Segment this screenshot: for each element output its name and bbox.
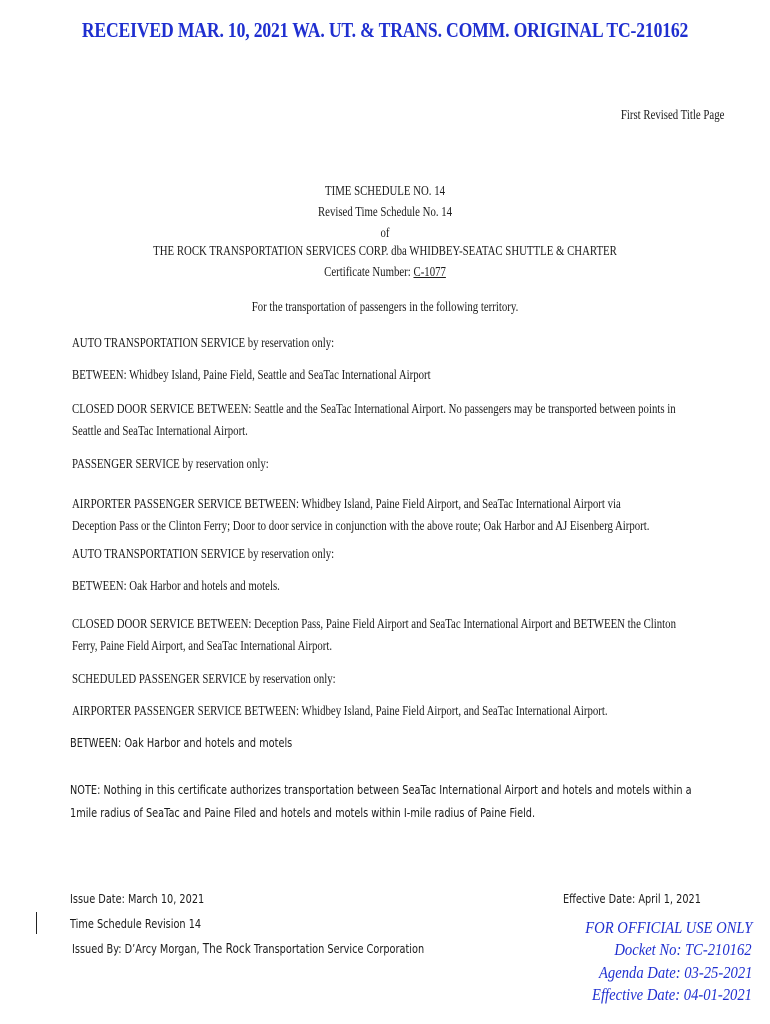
of-line: [0, 225, 770, 241]
passenger-service: PASSENGER SERVICE by reservation only:: [72, 456, 269, 471]
auto-service-2: AUTO TRANSPORTATION SERVICE by reservation only:: [72, 546, 335, 561]
airporter-1-line-1: AIRPORTER PASSENGER SERVICE BETWEEN: Whidbey Island, Paine Field Airport, and SeaTac International Airport via: [72, 496, 621, 511]
between-2: BETWEEN: Oak Harbor and hotels and motels.: [72, 578, 280, 593]
schedule-heading: [0, 183, 770, 199]
airporter-1-line-2: Deception Pass or the Clinton Ferry; Door to door service in conjunction with the above route; Oak Harbor and AJ Eisenberg Airport.: [72, 518, 650, 533]
official-agenda-date: Agenda Date: 03-25-2021: [598, 963, 752, 982]
between-1: BETWEEN: Whidbey Island, Paine Field, Seattle and SeaTac International Airport: [72, 367, 431, 382]
revision-margin-bar: [36, 912, 37, 934]
territory-line: [0, 299, 770, 315]
auto-service-1: AUTO TRANSPORTATION SERVICE by reservation only:: [72, 335, 335, 350]
company-name: THE ROCK TRANSPORTATION SERVICES CORP. dba WHIDBEY-SEATAC SHUTTLE & CHARTER: [153, 243, 617, 258]
airporter-2: AIRPORTER PASSENGER SERVICE BETWEEN: Whidbey Island, Paine Field Airport, and SeaTac International Airport.: [72, 703, 608, 718]
between-3: BETWEEN: Oak Harbor and hotels and motels: [70, 735, 293, 750]
closed-door-2: CLOSED DOOR SERVICE BETWEEN: Deception Pass, Paine Field Airport and SeaTac International Airport and BETWEEN the Clinton Ferry, Paine Field Airport, and SeaTac International Airport.: [72, 616, 676, 653]
schedule-number: TIME SCHEDULE NO. 14: [325, 183, 445, 198]
certificate-label: Certificate Number:: [324, 264, 414, 279]
issued-by-prefix: Issued By: D’Arcy Morgan,: [72, 941, 203, 956]
issued-by: [72, 941, 424, 957]
revised-schedule-line: [0, 204, 770, 220]
schedule-revision: Time Schedule Revision 14: [70, 916, 202, 931]
certificate-number: C-1077: [413, 264, 446, 279]
company-line: [0, 243, 770, 259]
issued-by-company: The Rock: [202, 941, 251, 957]
certificate-line: [0, 264, 770, 280]
note-paragraph: NOTE: Nothing in this certificate authorizes transportation between SeaTac International Airport and hotels and motels within a 1mile radius of SeaTac and Paine Filed and hotels and motels within I-mile radius of Paine Field.: [70, 782, 692, 820]
certificate-text: [77, 264, 693, 280]
issued-by-suffix: Transportation Service Corporation: [250, 941, 425, 956]
effective-date: Effective Date: April 1, 2021: [563, 891, 701, 906]
received-stamp: RECEIVED MAR. 10, 2021 WA. UT. & TRANS. COMM. ORIGINAL TC-210162: [81, 18, 689, 42]
official-use-label: FOR OFFICIAL USE ONLY: [584, 918, 752, 937]
revised-title-page-label: First Revised Title Page: [620, 107, 724, 122]
scheduled-service: SCHEDULED PASSENGER SERVICE by reservation only:: [72, 671, 336, 686]
official-effective-date: Effective Date: 04-01-2021: [592, 985, 752, 1004]
closed-door-1: CLOSED DOOR SERVICE BETWEEN: Seattle and the SeaTac International Airport. No passengers may be transported between points in Seattle and SeaTac International Airport.: [72, 401, 676, 438]
revised-schedule: Revised Time Schedule No. 14: [317, 204, 453, 219]
territory-text: For the transportation of passengers in the following territory.: [251, 299, 519, 314]
of-text: of: [380, 225, 390, 240]
issue-date: Issue Date: March 10, 2021: [70, 891, 205, 906]
official-docket-number: Docket No: TC-210162: [614, 940, 752, 959]
